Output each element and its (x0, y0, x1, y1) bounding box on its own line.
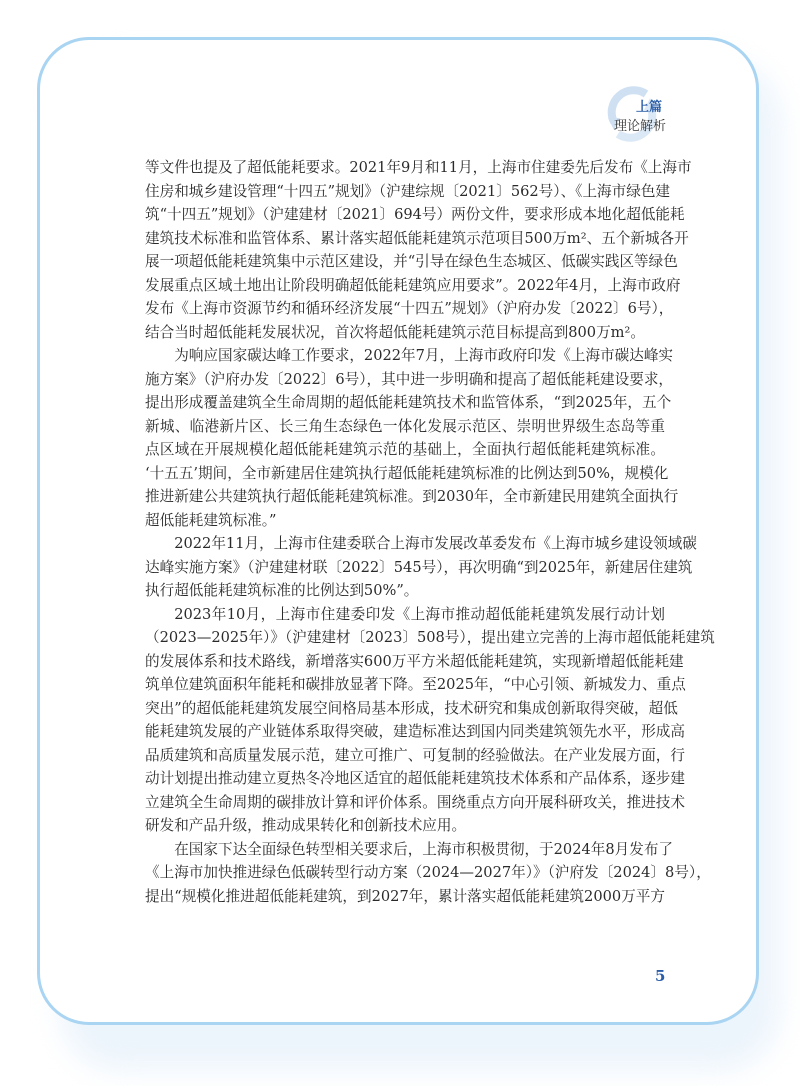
text-line: 超低能耗建筑标准。” (145, 511, 277, 529)
text-line: 立建筑全生命周期的碳排放计算和评价体系。围绕重点方向开展科研攻关，推进技术 (145, 793, 685, 811)
text-line: 突出”的超低能耗建筑发展空间格局基本形成，技术研究和集成创新取得突破，超低 (145, 699, 678, 717)
text-line: 发展重点区域土地出让阶段明确超低能耗建筑应用要求”。2022年4月，上海市政府 (145, 276, 681, 294)
paragraph (145, 838, 711, 909)
text-line: 结合当时超低能耗发展状况，首次将超低能耗建筑示范目标提高到800万m²。 (145, 323, 645, 341)
text-line: （2023—2025年）》（沪建建材〔2023〕508号），提出建立完善的上海市超低能耗建筑 (145, 629, 715, 646)
text-line: 推进新建公共建筑执行超低能耗建筑标准。到2030年，全市新建民用建筑全面执行 (145, 488, 679, 505)
text-line: 执行超低能耗建筑标准的比例达到50%”。 (145, 582, 419, 599)
page-number: 5 (655, 967, 666, 985)
text-line: 能耗建筑发展的产业链体系取得突破，建造标准达到国内同类建筑领先水平，形成高 (145, 723, 685, 740)
paragraph (145, 532, 697, 603)
text-line: 等文件也提及了超低能耗要求。2021年9月和11月，上海市住建委先后发布《上海市 (145, 159, 692, 176)
section-badge (600, 82, 664, 146)
text-line: 的发展体系和技术路线，新增落实600万平方米超低能耗建筑，实现新增超低能耗建 (145, 652, 684, 670)
text-line: 住房和城乡建设管理“十四五”规划》（沪建综规〔2021〕562号）、《上海市绿色建 (145, 182, 671, 200)
text-line: 《上海市加快推进绿色低碳转型行动方案（2024—2027年）》（沪府发〔2024〕8号）， (145, 864, 711, 881)
text-line: 品质建筑和高质量发展示范，建立可推广、可复制的经验做法。在产业发展方面，行 (145, 746, 685, 764)
text-line: 施方案》（沪府办发〔2022〕6号），其中进一步明确和提高了超低能耗建设要求， (145, 370, 674, 388)
text-line: 筑“十四五”规划》（沪建建材〔2021〕694号）两份文件，要求形成本地化超低能耗 (145, 206, 685, 223)
text-line: ‘十五五’期间，全市新建居住建筑执行超低能耗建筑标准的比例达到50%，规模化 (145, 464, 669, 482)
text-line: 提出“规模化推进超低能耗建筑，到2027年，累计落实超低能耗建筑2000万平方 (145, 887, 665, 905)
part-label: 上篇 (635, 100, 662, 115)
text-line: 提出形成覆盖建筑全生命周期的超低能耗建筑技术和监管体系，“到2025年，五个 (145, 394, 672, 411)
paragraph (145, 603, 715, 838)
text-line: 动计划提出推动建立夏热冬冷地区适宜的超低能耗建筑技术体系和产品体系，逐步建 (145, 770, 685, 787)
paragraph (145, 156, 692, 344)
body-text (145, 156, 715, 908)
text-line: 建筑技术标准和监管体系、累计落实超低能耗建筑示范项目500万m²、五个新城各开 (145, 229, 689, 247)
text-line: 达峰实施方案》（沪建建材联〔2022〕545号），再次明确“到2025年，新建居住建筑 (145, 558, 693, 576)
text-line: 展一项超低能耗建筑集中示范区建设，并“引导在绿色生态城区、低碳实践区等绿色 (145, 253, 678, 270)
text-line: 新城、临港新片区、长三角生态绿色一体化发展示范区、崇明世界级生态岛等重 (145, 417, 665, 435)
text-line: 研发和产品升级，推动成果转化和创新技术应用。 (145, 817, 467, 834)
text-line: 在国家下达全面绿色转型相关要求后，上海市积极贯彻，于2024年8月发布了 (174, 840, 674, 858)
text-line: 2022年11月，上海市住建委联合上海市发展改革委发布《上海市城乡建设领域碳 (174, 535, 697, 552)
text-line: 点区域在开展规模化超低能耗建筑示范的基础上，全面执行超低能耗建筑标准。 (145, 441, 665, 458)
text-line: 2023年10月，上海市住建委印发《上海市推动超低能耗建筑发展行动计划 (174, 605, 665, 623)
paragraph (145, 344, 679, 532)
section-label: 理论解析 (613, 119, 666, 134)
text-line: 筑单位建筑面积年能耗和碳排放显著下降。至2025年，“中心引领、新城发力、重点 (145, 676, 686, 693)
text-line: 为响应国家碳达峰工作要求，2022年7月，上海市政府印发《上海市碳达峰实 (174, 347, 674, 364)
text-line: 发布《上海市资源节约和循环经济发展“十四五”规划》（沪府办发〔2022〕6号）， (145, 300, 674, 317)
